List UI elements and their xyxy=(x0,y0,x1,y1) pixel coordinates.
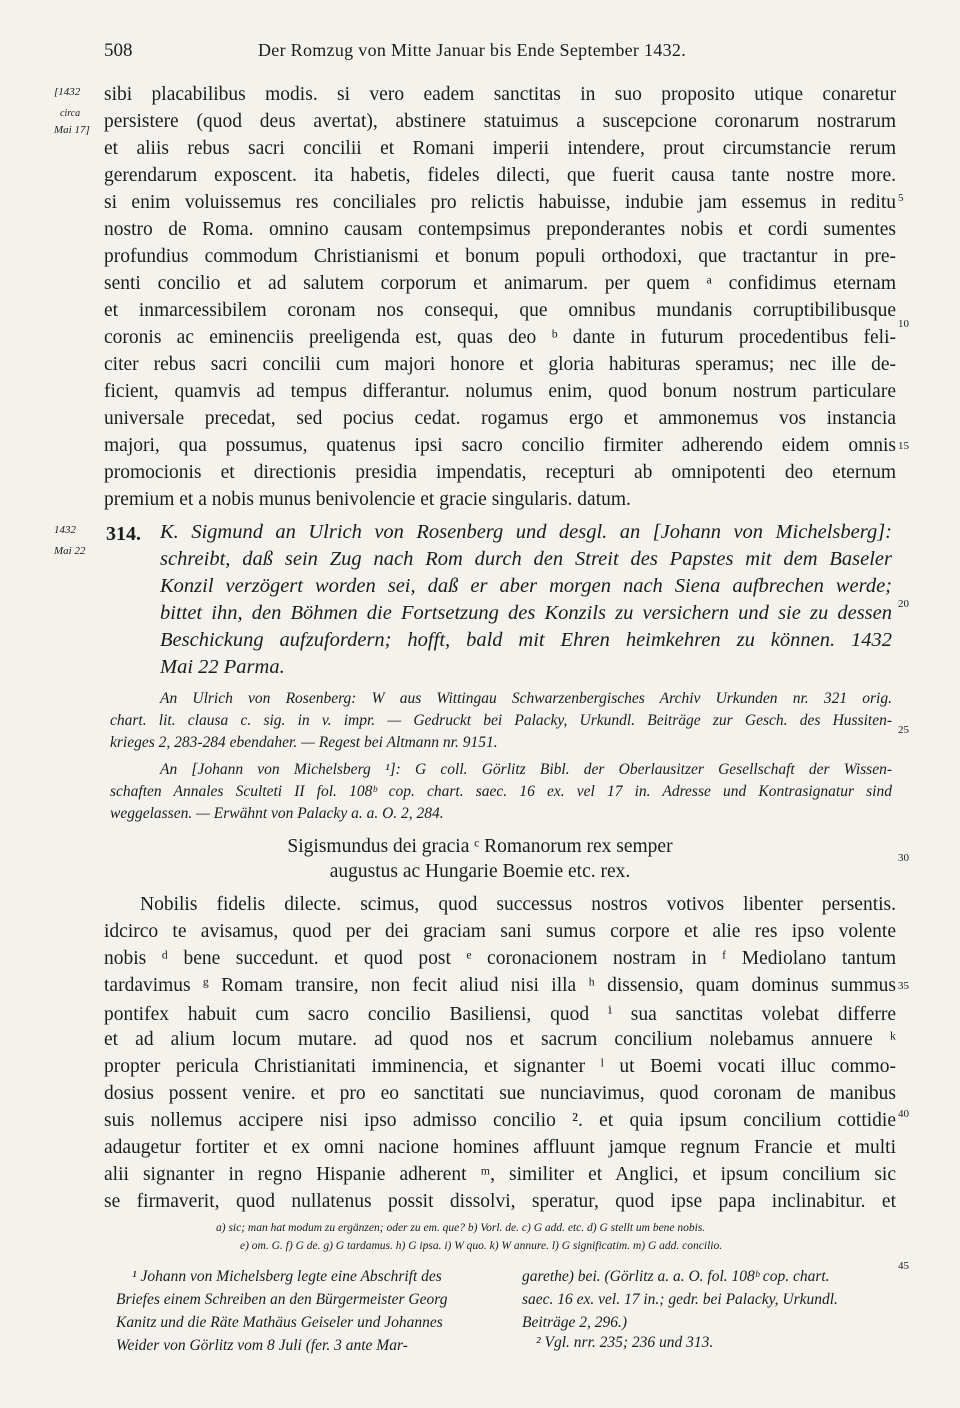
text-line: alii signanter in regno Hispanie adherent ᵐ, similiter et Anglici, et ipsum concilium sic xyxy=(104,1164,896,1185)
line-number: 25 xyxy=(898,724,909,736)
regest-line: bittet ihn, den Böhmen die Fortsetzung des Konzils zu versichern und sie zu dessen xyxy=(160,602,892,624)
text-line: citer rebus sacri concilii cum majori honore et gloria habituras speramus; nec ille de- xyxy=(104,354,896,375)
footnote-line: Beiträge 2, 296.) xyxy=(522,1314,628,1331)
margin-date-month-314: Mai 22 xyxy=(54,545,86,557)
margin-date-year-314: 1432 xyxy=(54,524,76,536)
text-line: premium et a nobis munus benivolencie et gracie singularis. datum. xyxy=(104,489,631,510)
text-line: nobis ᵈ bene succedunt. et quod post ᵉ coronacionem nostram in ᶠ Mediolano tantum xyxy=(104,948,896,969)
margin-date-month: Mai 17] xyxy=(54,124,90,136)
document-number: 314. xyxy=(106,523,141,545)
text-line: majori, qua possumus, quatenus ipsi sacro concilio firmiter adherendo eidem omnis xyxy=(104,435,896,456)
critical-note-line: e) om. G. f) G de. g) G tardamus. h) G ipsa. i) W quo. k) W annure. l) G significatim. m) G add. concilio. xyxy=(240,1240,723,1252)
line-number: 35 xyxy=(898,980,909,992)
source-line: krieges 2, 283-284 ebendaher. — Regest bei Altmann nr. 9151. xyxy=(110,734,498,751)
line-number: 40 xyxy=(898,1108,909,1120)
footnote-line: saec. 16 ex. vel. 17 in.; gedr. bei Palacky, Urkundl. xyxy=(522,1291,838,1308)
page-number: 508 xyxy=(104,40,133,61)
text-line: idcirco te avisamus, quod per dei graciam sani sumus corpore et alie res ipso volente xyxy=(104,921,896,942)
line-number: 15 xyxy=(898,440,909,452)
margin-date-bracket-year: [1432 xyxy=(54,86,81,98)
text-line: et inmarcessibilem coronam nos consequi, que omnibus mundanis corruptibilibusque xyxy=(104,300,896,321)
source-line: chart. lit. clausa c. sig. in v. impr. — Gedruckt bei Palacky, Urkundl. Beiträge zur Gesch. des Hussiten- xyxy=(110,712,892,729)
text-line: gerendarum exposcent. ita habetis, fideles dilecti, que fuerit causa tante nostre more. xyxy=(104,165,896,186)
text-line: dosius possent venire. et pro eo sanctitati sue nunciavimus, quod coronam de manibus xyxy=(104,1083,896,1104)
text-line: pontifex habuit cum sacro concilio Basiliensi, quod ⁱ sua sanctitas volebat differre xyxy=(104,1004,896,1025)
regest-line: K. Sigmund an Ulrich von Rosenberg und desgl. an [Johann von Michelsberg]: xyxy=(160,521,892,543)
text-line: persistere (quod deus avertat), abstinere statuimus a suscepcione coronarum nostrarum xyxy=(104,111,896,132)
regest-line: Konzil verzögert worden sei, daß er aber morgen nach Siena aufbrechen werde; xyxy=(160,575,892,597)
text-line: Nobilis fidelis dilecte. scimus, quod successus nostros votivos libenter persentis. xyxy=(140,894,896,915)
text-line: promocionis et directionis presidia impendatis, recepturi ab omnipotenti deo eternum xyxy=(104,462,896,483)
regest-line: schreibt, daß sein Zug nach Rom durch den Streit des Papstes mit dem Baseler xyxy=(160,548,892,570)
text-line: et aliis rebus sacri concilii et Romani imperii intendere, prout circumstancie rerum xyxy=(104,138,896,159)
line-number: 10 xyxy=(898,318,909,330)
source-line: An Ulrich von Rosenberg: W aus Wittingau Schwarzenbergisches Archiv Urkunden nr. 321 orig. xyxy=(160,690,892,707)
footnote-line: ¹ Johann von Michelsberg legte eine Abschrift des xyxy=(132,1268,442,1285)
text-line: si enim voluissemus res conciliales pro relictis habuisse, indubie jam essemus in reditu xyxy=(104,192,896,213)
text-line: coronis ac eminenciis preeligenda est, quas deo ᵇ dante in futurum procedentibus feli- xyxy=(104,327,896,348)
regest-line: Mai 22 Parma. xyxy=(160,656,285,678)
salutation-line: Sigismundus dei gracia ᶜ Romanorum rex semper xyxy=(287,836,673,857)
text-line: propter pericula Christianitati imminencia, et signanter ˡ ut Boemi vocati illuc commo- xyxy=(104,1056,896,1077)
margin-date-circa: circa xyxy=(60,108,81,119)
text-line: suis nollemus accipere nisi ipso admisso concilio ². et quia ipsum concilium cottidie xyxy=(104,1110,896,1131)
line-number: 30 xyxy=(898,852,909,864)
source-line: An [Johann von Michelsberg ¹]: G coll. Görlitz Bibl. der Oberlausitzer Gesellschaft der Wissen- xyxy=(160,761,892,778)
footnote-line: Briefes einem Schreiben an den Bürgermeister Georg xyxy=(116,1291,448,1308)
text-line: et ad alium locum mutare. ad quod nos et sacrum concilium nolebamus annuere ᵏ xyxy=(104,1029,896,1050)
line-number: 45 xyxy=(898,1260,909,1272)
footnote-line: Weider von Görlitz vom 8 Juli (fer. 3 ante Mar- xyxy=(116,1337,408,1354)
critical-note-line: a) sic; man hat modum zu ergänzen; oder zu em. que? b) Vorl. de. c) G add. etc. d) G stellt um bene nobis. xyxy=(216,1222,706,1234)
text-line: universale precedat, sed pocius cedat. rogamus ergo et ammonemus vos instancia xyxy=(104,408,896,429)
footnote-line: ² Vgl. nrr. 235; 236 und 313. xyxy=(536,1334,714,1351)
text-line: ficient, quamvis ad tempus differantur. nolumus enim, quod bonum nostrum particulare xyxy=(104,381,896,402)
footnote-line: garethe) bei. (Görlitz a. a. O. fol. 108ᵇ cop. chart. xyxy=(522,1268,830,1285)
text-line: adaugetur fortiter et ex omni nacione homines affluunt jamque regnum Francie et multi xyxy=(104,1137,896,1158)
text-line: nostro de Roma. omnino causam contempsimus preponderantes nobis et cordi sumentes xyxy=(104,219,896,240)
source-line: weggelassen. — Erwähnt von Palacky a. a. O. 2, 284. xyxy=(110,805,444,822)
source-line: schaften Annales Sculteti II fol. 108ᵇ cop. chart. saec. 16 ex. vel 17 in. Adresse und Kontrasignatur sind xyxy=(110,783,892,800)
running-title: Der Romzug von Mitte Januar bis Ende September 1432. xyxy=(258,40,687,60)
line-number: 20 xyxy=(898,598,909,610)
text-line: tardavimus ᵍ Romam transire, non fecit aliud nisi illa ʰ dissensio, quam dominus summus xyxy=(104,975,896,996)
text-line: se firmaverit, quod nullatenus possit dissolvi, speratur, quod ipse papa inclinabitur. et xyxy=(104,1191,896,1212)
text-line: sibi placabilibus modis. si vero eadem sanctitas in suo proposito utique conaretur xyxy=(104,84,896,105)
salutation-line: augustus ac Hungarie Boemie etc. rex. xyxy=(329,861,631,882)
text-line: senti concilio et ad salutem corporum et animarum. per quem ᵃ confidimus eternam xyxy=(104,273,896,294)
footnote-line: Kanitz und die Räte Mathäus Geiseler und Johannes xyxy=(116,1314,443,1331)
regest-line: Beschickung aufzufordern; hofft, bald mit Ehren heimkehren zu können. 1432 xyxy=(160,629,892,651)
text-line: profundius commodum Christianismi et bonum populi orthodoxi, que tractantur in pre- xyxy=(104,246,896,267)
line-number: 5 xyxy=(898,192,904,204)
